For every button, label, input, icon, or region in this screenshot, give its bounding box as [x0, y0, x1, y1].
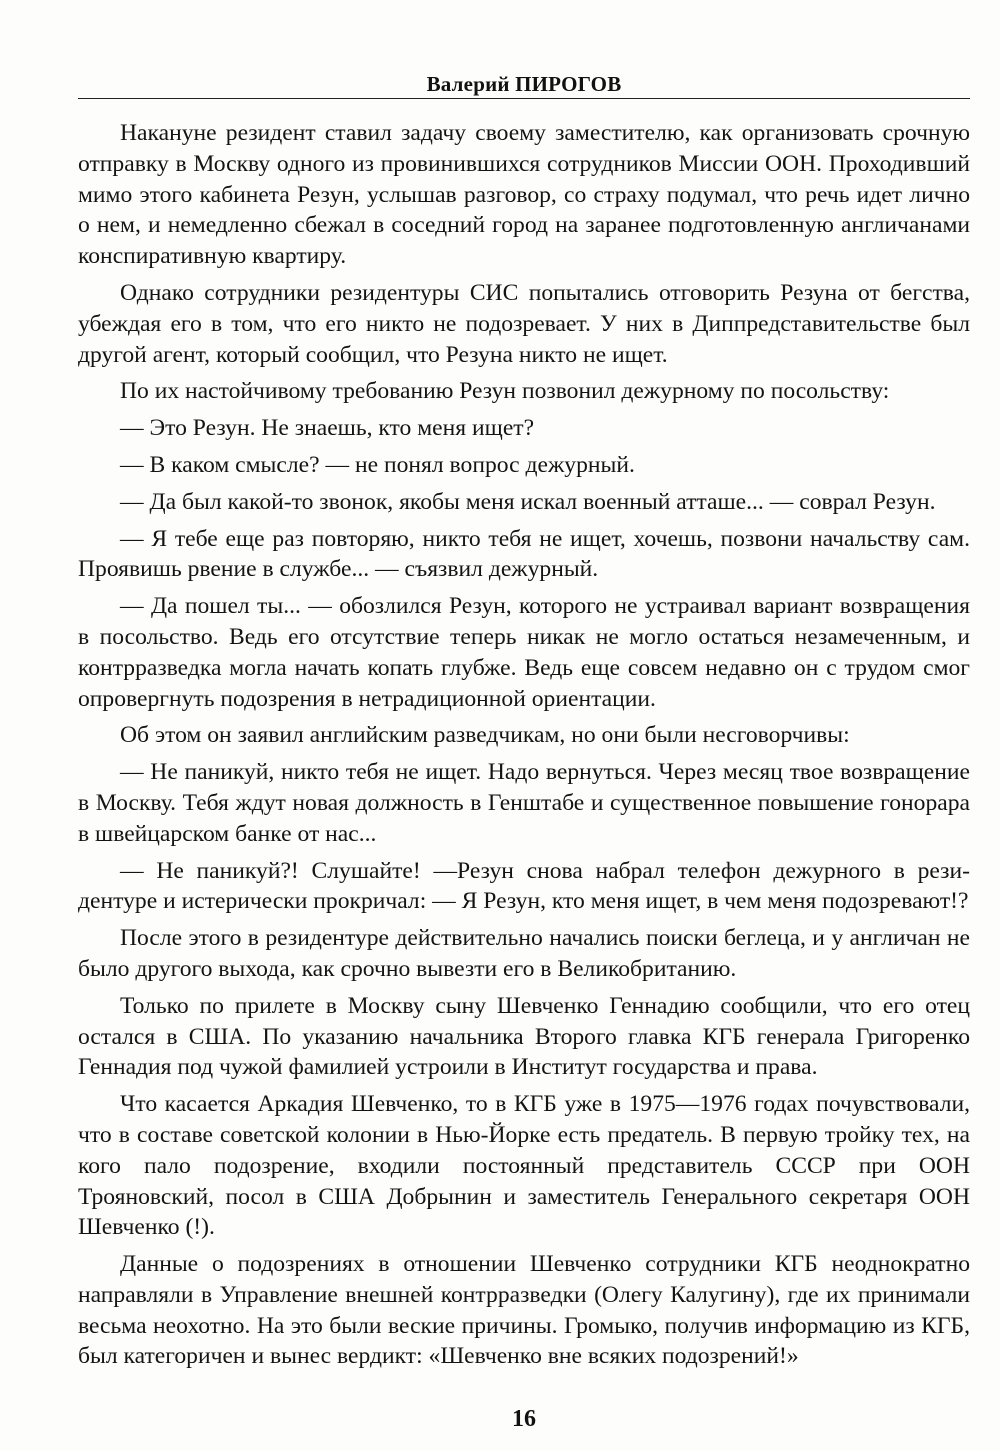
paragraph: Накануне резидент ставил задачу своему заместителю, как организовать срочную отправку в Москву одного из провинившихся сотрудников Миссии ООН. Проходивший мимо этого кабинета Резун, услышав разговор, со страху подумал, что речь идет лично о нем, и немедленно сбежал в соседний город на заранее подготовленную англичанами конспиративную квартиру.: [78, 120, 970, 270]
body-text: [78, 118, 970, 1378]
dialogue-line: — Не паникуй, никто тебя не ищет. Надо вернуться. Через месяц твое возвращение в Москву. Тебя ждут новая должность в Генштабе и существенное повышение гонорара в швейцарском банке от нас...: [78, 759, 970, 847]
paragraph: Данные о подозрениях в отношении Шевченко сотрудники КГБ неоднократно направляли в Управление внешней контрразведки (Олегу Калугину), где их принимали весьма неохотно. На это были веские причины. Громыко, получив информацию из КГБ, был категоричен и вынес вердикт: «Шевченко вне всяких подозрений!»: [78, 1251, 970, 1370]
header-rule: [78, 98, 970, 99]
paragraph: После этого в резидентуре действительно начались поиски беглеца, и у англичан не было другого выхода, как срочно вывезти его в Великобританию.: [78, 925, 970, 982]
dialogue-line: — Это Резун. Не знаешь, кто меня ищет?: [120, 415, 535, 442]
dialogue-line: — Да был какой-то звонок, якобы меня искал военный атташе... — соврал Резун.: [120, 488, 936, 515]
paragraph: По их настойчивому требованию Резун позвонил дежурному по посольству:: [120, 378, 890, 405]
dialogue-line: — Я тебе еще раз повторяю, никто тебя не ищет, хочешь, позвони начальству сам. Проявишь рвение в службе... — съязвил дежурный.: [78, 525, 970, 583]
paragraph: Только по прилете в Москву сыну Шевченко Геннадию сообщили, что его отец остался в США. По указанию начальника Второго главка КГБ генерала Григоренко Геннадия под чужой фамилией устроили в Институт государства и права.: [78, 992, 970, 1081]
page-number: 16: [512, 1406, 536, 1432]
dialogue-line: — Не паникуй?! Слушайте! —Резун снова набрал телефон дежурного в резидентуре и истерически прокричал: — Я Резун, кто меня ищет, в чем меня подозревают!?: [78, 857, 970, 915]
running-head-author: Валерий ПИРОГОВ: [426, 72, 622, 96]
dialogue-line: — Да пошел ты... — обозлился Резун, которого не устраивал вариант возвращения в посольство. Ведь его отсутствие теперь никак не могло остаться незамеченным, и контрразведка могла начать копать глубже. Ведь еще совсем недавно он с трудом смог опровергнуть подозрения в нетрадиционной ориентации.: [78, 593, 970, 712]
dialogue-line: — В каком смысле? — не понял вопрос дежурный.: [120, 451, 635, 478]
paragraph: Однако сотрудники резидентуры СИС попытались отговорить Резуна от бегства, убеждая его в том, что его никто не подозревает. У них в Диппредставительстве был другой агент, который сообщил, что Резуна никто не ищет.: [78, 279, 970, 368]
paragraph: Об этом он заявил английским разведчикам, но они были несговорчивы:: [120, 722, 850, 749]
paragraph: Что касается Аркадия Шевченко, то в КГБ уже в 1975—1976 годах почувствовали, что в составе советской колонии в Нью-Йорке есть предатель. В первую тройку тех, на кого пало подозрение, входили постоянный представитель СССР при ООН Трояновский, посол в США Добрынин и заместитель Генерального секретаря ООН Шевченко (!).: [78, 1091, 970, 1241]
